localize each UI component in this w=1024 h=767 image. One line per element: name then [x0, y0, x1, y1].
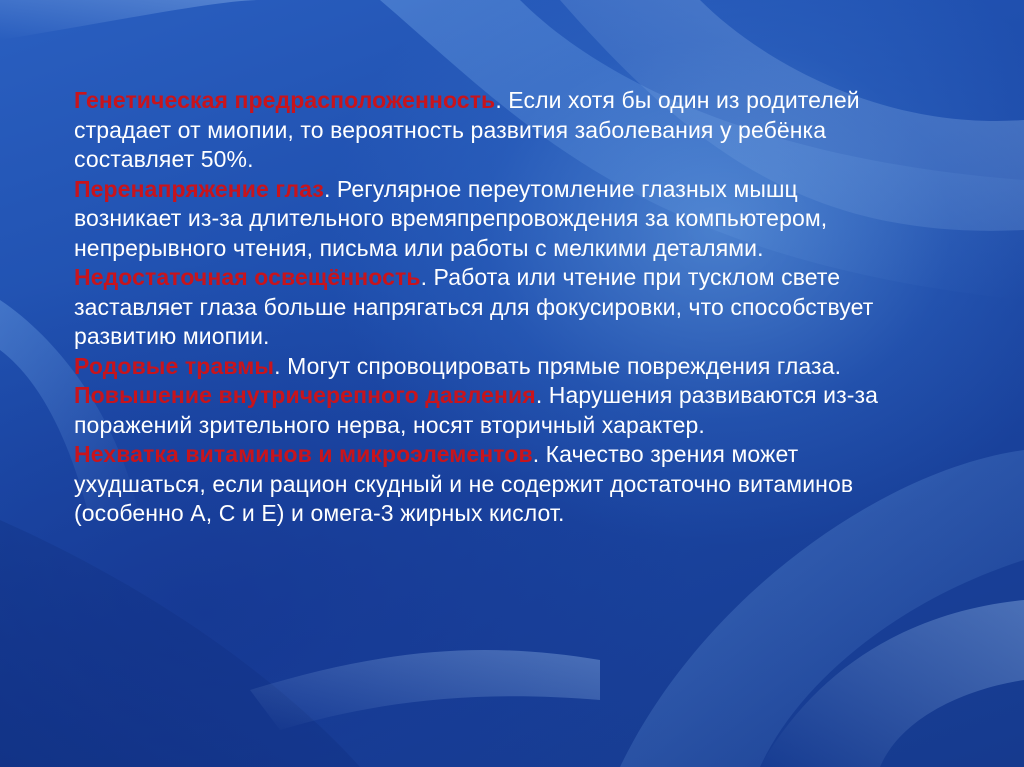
- slide-text: [74, 86, 904, 529]
- paragraph-text: . Качество зрения может ухудшаться, если рацион скудный и не содержит достаточно витаминов (особенно А, С и Е) и омега-3 жирных кислот.: [74, 441, 854, 526]
- paragraph-genetics: [74, 86, 904, 175]
- dark-ribbon: [0, 520, 360, 767]
- paragraph-eye-strain: [74, 175, 904, 264]
- term-intracranial-pressure: Повышение внутричерепного давления: [74, 382, 536, 408]
- term-vitamins: Нехватка витаминов и микроэлементов: [74, 441, 533, 467]
- paragraph-birth-trauma: [74, 352, 904, 382]
- term-lighting: Недостаточная освещённость: [74, 264, 421, 290]
- light-ribbon: [250, 650, 600, 730]
- paragraph-text: . Могут спровоцировать прямые повреждения глаза.: [274, 352, 842, 379]
- paragraph-text: . Нарушения развиваются из-за поражений зрительного нерва, носят вторичный характер.: [74, 382, 879, 438]
- paragraph-text: . Регулярное переутомление глазных мышц возникает из-за длительного времяпрепровождения за компьютером, непрерывного чтения, письма или работы с мелкими деталями.: [74, 175, 828, 261]
- paragraph-lighting: [74, 263, 904, 352]
- paragraph-text: . Работа или чтение при тусклом свете заставляет глаза больше напрягаться для фокусировки, что способствует развитию миопии.: [74, 264, 874, 349]
- paragraph-intracranial-pressure: [74, 381, 904, 440]
- term-eye-strain: Перенапряжение глаз: [74, 175, 324, 202]
- paragraph-vitamins: [74, 440, 904, 529]
- term-birth-trauma: Родовые травмы: [74, 352, 275, 379]
- paragraph-text: . Если хотя бы один из родителей страдает от миопии, то вероятность развития заболевания у ребёнка составляет 50%.: [74, 87, 860, 172]
- term-genetics: Генетическая предрасположенность: [74, 87, 496, 113]
- light-ribbon: [0, 0, 260, 40]
